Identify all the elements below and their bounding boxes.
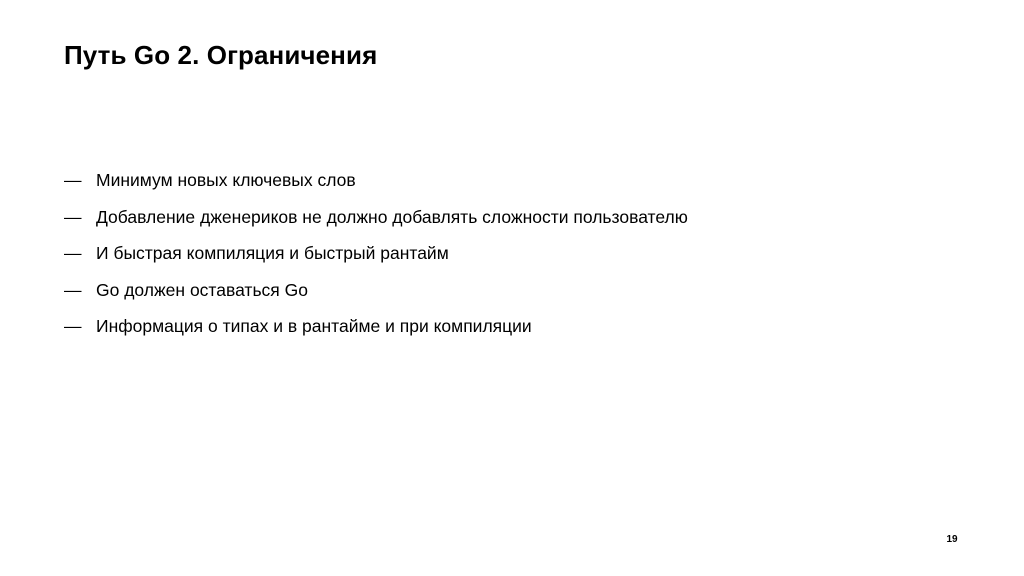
bullet-text: Минимум новых ключевых слов xyxy=(96,170,356,190)
bullet-dash: — xyxy=(64,206,82,227)
bullet-text: Go должен оставаться Go xyxy=(96,279,308,300)
page-number: 19 xyxy=(946,534,958,545)
bullet-list xyxy=(64,168,688,351)
list-item xyxy=(64,278,688,315)
bullet-text: И быстрая компиляция и быстрый рантайм xyxy=(96,243,449,263)
list-item xyxy=(64,205,688,242)
list-item xyxy=(64,314,688,351)
bullet-dash: — xyxy=(64,243,82,263)
bullet-text: Информация о типах и в рантайме и при компиляции xyxy=(96,316,532,336)
bullet-dash: — xyxy=(64,170,82,190)
bullet-dash: — xyxy=(64,279,82,300)
bullet-text: Добавление дженериков не должно добавлять сложности пользователю xyxy=(96,206,688,227)
bullet-dash: — xyxy=(64,316,82,336)
list-item xyxy=(64,241,688,278)
list-item xyxy=(64,168,688,205)
slide-title: Путь Go 2. Ограничения xyxy=(64,40,378,70)
